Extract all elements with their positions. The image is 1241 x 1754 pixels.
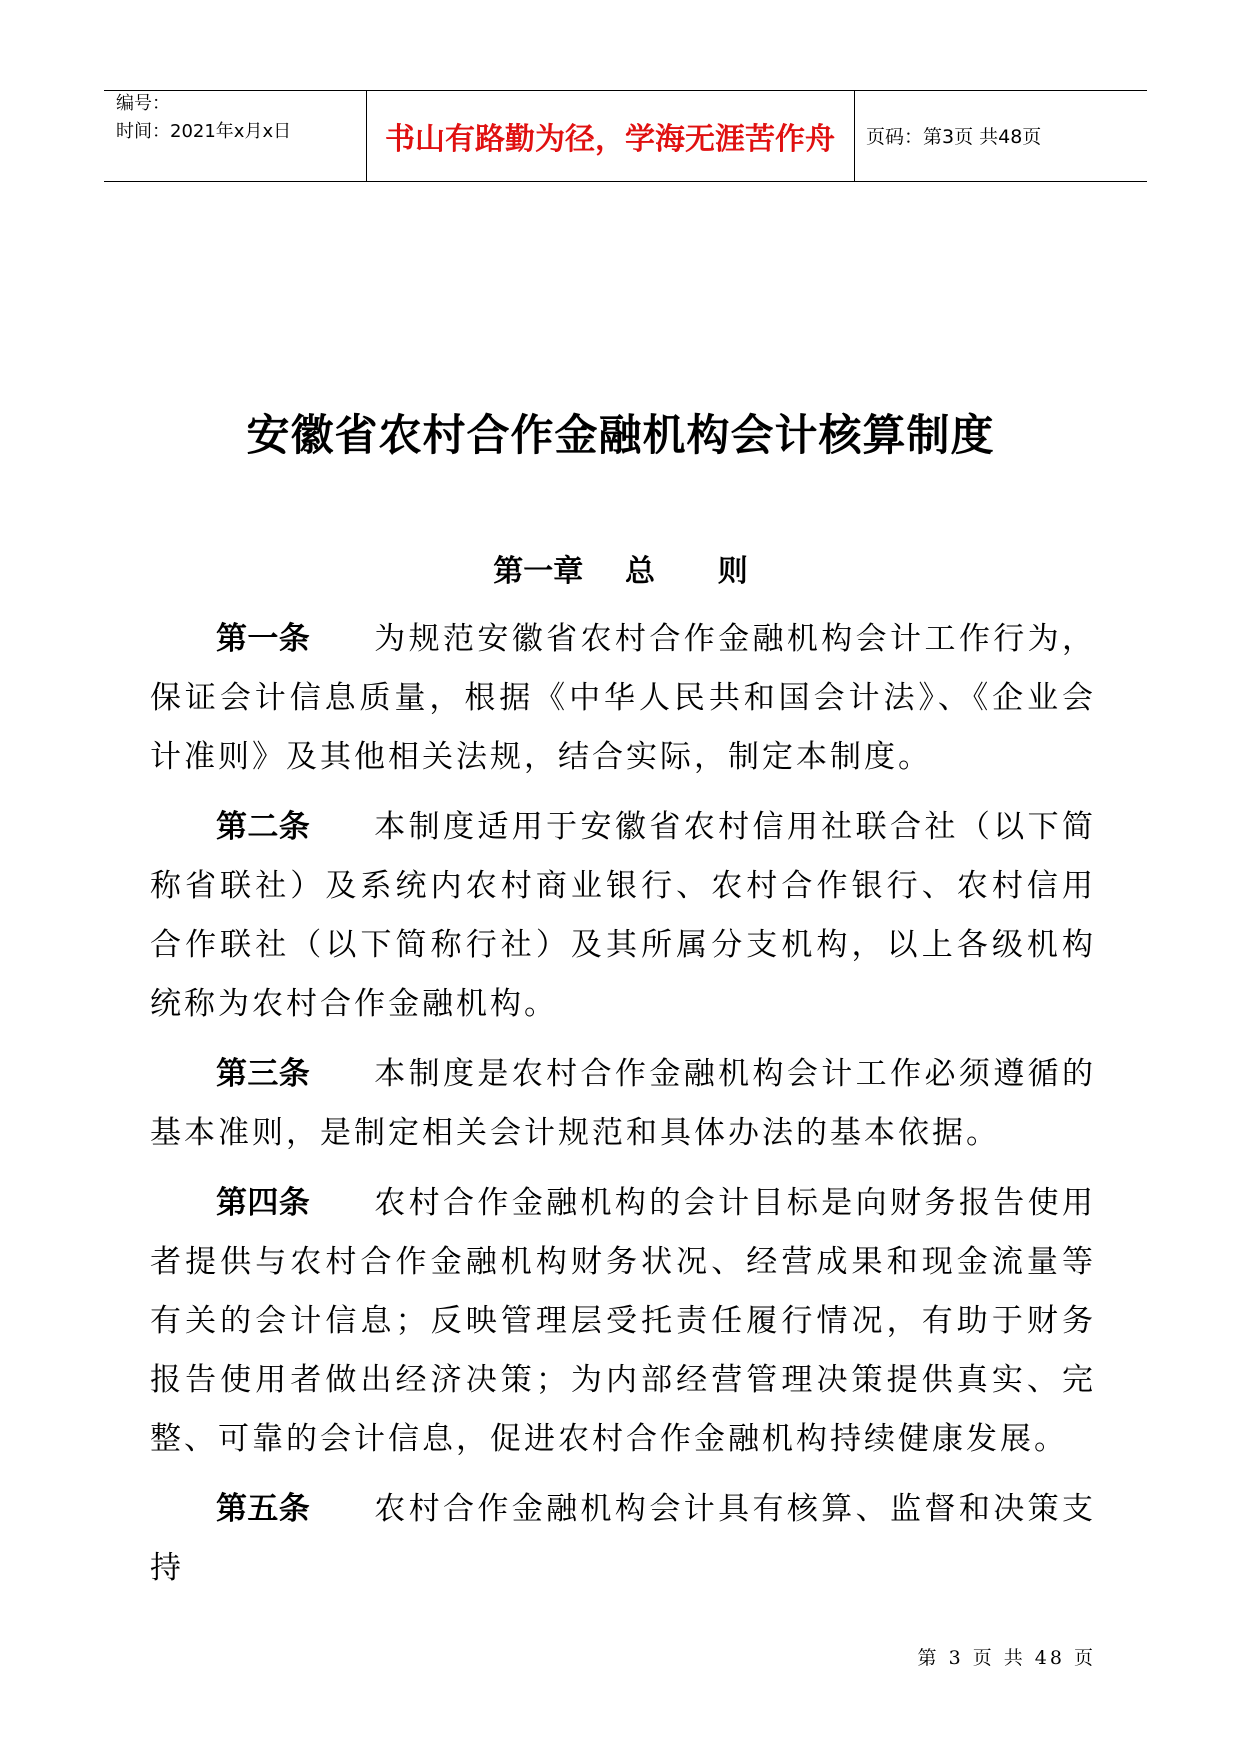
header-page-info: 页码：第3页 共48页 xyxy=(866,126,1042,148)
article-3 xyxy=(150,1045,1096,1163)
date-label: 时间：2021年x月x日 xyxy=(116,121,292,142)
article-number: 第四条 xyxy=(216,1185,311,1221)
article-text: 本制度是农村合作金融机构会计工作必须遵循的基本准则，是制定相关会计规范和具体办法的基本依据。 xyxy=(150,1056,1097,1151)
header-divider-right xyxy=(854,91,855,181)
article-text: 本制度适用于安徽省农村信用社联合社（以下简称省联社）及系统内农村商业银行、农村合作银行、农村信用合作联社（以下简称行社）及其所属分支机构，以上各级机构统称为农村合作金融机构。 xyxy=(150,809,1097,1022)
article-text: 农村合作金融机构会计具有核算、监督和决策支持 xyxy=(150,1491,1097,1586)
article-text: 为规范安徽省农村合作金融机构会计工作行为，保证会计信息质量，根据《中华人民共和国会计法》、《企业会计准则》及其他相关法规，结合实际，制定本制度。 xyxy=(150,621,1097,775)
article-number: 第一条 xyxy=(216,621,311,657)
article-2 xyxy=(150,798,1096,1034)
article-number: 第二条 xyxy=(216,809,311,845)
page-footer: 第 3 页 共 48 页 xyxy=(917,1647,1096,1669)
article-list xyxy=(150,610,1096,1609)
serial-number-label: 编号： xyxy=(116,93,170,114)
article-5 xyxy=(150,1480,1096,1598)
page-header xyxy=(104,90,1147,182)
article-number: 第五条 xyxy=(216,1491,311,1527)
chapter-heading: 第一章 总 则 xyxy=(493,554,748,589)
article-4 xyxy=(150,1174,1096,1469)
header-motto: 书山有路勤为径，学海无涯苦作舟 xyxy=(385,121,835,157)
article-1 xyxy=(150,610,1096,787)
article-text: 农村合作金融机构的会计目标是向财务报告使用者提供与农村合作金融机构财务状况、经营成果和现金流量等有关的会计信息；反映管理层受托责任履行情况，有助于财务报告使用者做出经济决策；为内部经营管理决策提供真实、完整、可靠的会计信息，促进农村合作金融机构持续健康发展。 xyxy=(150,1185,1097,1457)
article-number: 第三条 xyxy=(216,1056,311,1092)
document-title: 安徽省农村合作金融机构会计核算制度 xyxy=(246,411,995,461)
